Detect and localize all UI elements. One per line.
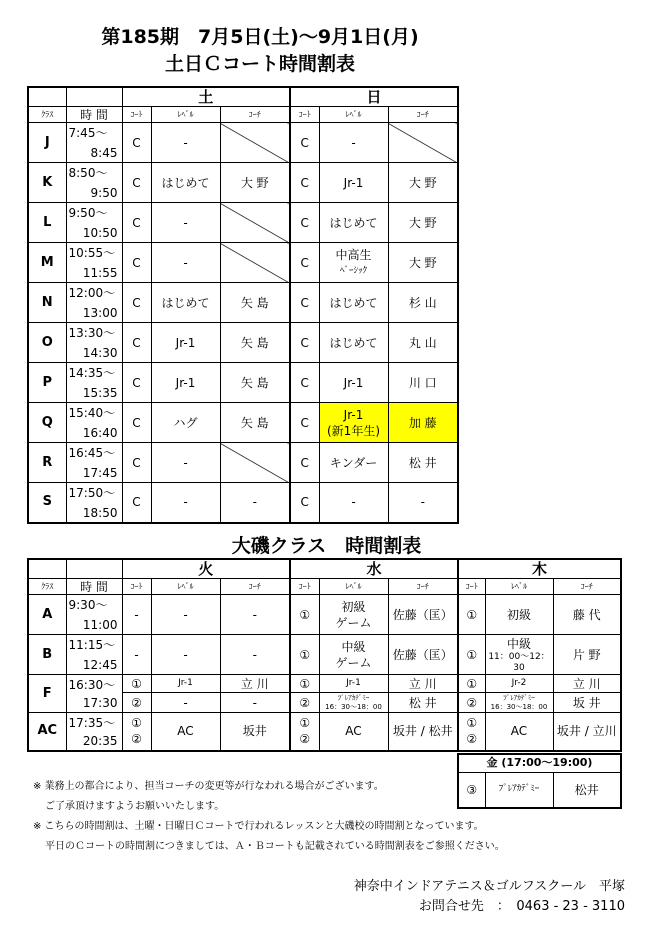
level-cell: ハグ <box>151 403 220 443</box>
note-line: ※ こちらの時間割は、土曜・日曜日Ｃコートで行われるレッスンと大磯校の時間割となっています。 <box>33 821 484 832</box>
header-blank <box>66 87 122 107</box>
level-cell: Jr-2 <box>485 675 553 693</box>
court-cell: ① <box>290 635 319 675</box>
level-cell: ﾌﾟﾚｱｶﾃﾞﾐｰ <box>485 772 553 808</box>
level-cell: - <box>151 483 220 523</box>
level-cell: - <box>151 203 220 243</box>
court-cell: C <box>122 443 151 483</box>
class-letter: AC <box>28 713 66 751</box>
level-cell: はじめて <box>319 323 388 363</box>
time-end: 9:50 <box>90 186 118 200</box>
coach-cell: 矢 島 <box>220 283 290 323</box>
court-cell: C <box>290 483 319 523</box>
time-end: 17:30 <box>82 696 118 710</box>
coach-cell: 立 川 <box>553 675 621 693</box>
level-cell <box>319 403 388 443</box>
level-cell <box>485 635 553 675</box>
level-cell: AC <box>151 713 220 751</box>
court-cell: C <box>122 363 151 403</box>
level-time-note: 16：30～18：00 <box>325 702 382 711</box>
time-end: 11:00 <box>82 618 118 632</box>
header-coach: ｺｰﾁ <box>220 107 290 123</box>
class-letter: R <box>28 443 66 483</box>
time-end: 14:30 <box>82 346 118 360</box>
court-cell: C <box>122 483 151 523</box>
court-cell: ① <box>290 595 319 635</box>
court-cell: C <box>290 403 319 443</box>
coach-cell: - <box>220 595 290 635</box>
note-line: ご了承頂けますようお願いいたします。 <box>45 801 225 812</box>
level-line: ゲーム <box>335 615 372 630</box>
level-cell: Jr-1 <box>319 163 388 203</box>
court-cell: ② <box>290 693 319 713</box>
table-row <box>28 123 458 163</box>
court-cell: ① <box>122 675 151 693</box>
class-letter: K <box>28 163 66 203</box>
time-cell <box>66 635 122 675</box>
level-cell: Jr-1 <box>319 675 388 693</box>
oiso-timetable <box>27 558 622 752</box>
court-line: ② <box>131 732 142 747</box>
class-letter: Q <box>28 403 66 443</box>
coach-cell: 片 野 <box>553 635 621 675</box>
coach-cell: 大 野 <box>220 163 290 203</box>
level-line: (新1年生) <box>327 423 380 438</box>
level-cell: キンダー <box>319 443 388 483</box>
level-cell: 初級 <box>485 595 553 635</box>
time-start: 10:55～ <box>68 246 116 260</box>
level-line: ﾌﾟﾚｱｶﾃﾞﾐｰ <box>503 693 535 702</box>
friday-header: 金 (17:00～19:00) <box>458 754 621 772</box>
header-tuesday: 火 <box>122 559 290 579</box>
time-start: 9:50～ <box>68 206 108 220</box>
table-row <box>28 675 621 693</box>
note-line: ※ 業務上の都合により、担当コーチの変更等が行なわれる場合がございます。 <box>33 781 384 792</box>
level-cell: Jr-1 <box>151 675 220 693</box>
court-cell: C <box>122 243 151 283</box>
court-cell: ① <box>458 675 485 693</box>
court-cell: C <box>290 323 319 363</box>
coach-cell: 佐藤（匡） <box>388 595 458 635</box>
contact-info: お問合せ先 ： 0463 - 23 - 3110 <box>418 899 625 914</box>
level-line: 中高生 <box>335 247 372 262</box>
friday-timetable <box>457 753 622 809</box>
coach-cell: 矢 島 <box>220 403 290 443</box>
coach-cell <box>220 203 290 243</box>
time-end: 17:45 <box>82 466 118 480</box>
time-cell <box>66 323 122 363</box>
time-start: 13:30～ <box>68 326 116 340</box>
time-start: 17:50～ <box>68 486 116 500</box>
c-court-timetable <box>27 86 459 524</box>
header-level: ﾚﾍﾞﾙ <box>319 107 388 123</box>
header-class: ｸﾗｽ <box>28 107 66 123</box>
coach-cell <box>220 443 290 483</box>
class-letter: N <box>28 283 66 323</box>
level-cell <box>319 595 388 635</box>
header-time: 時 間 <box>66 107 122 123</box>
coach-cell: 矢 島 <box>220 363 290 403</box>
header-level: ﾚﾍﾞﾙ <box>485 579 553 595</box>
header-coach: ｺｰﾁ <box>388 579 458 595</box>
level-line: 初級 <box>341 599 366 614</box>
coach-cell: 立 川 <box>388 675 458 693</box>
court-line: ② <box>299 732 311 747</box>
court-cell: C <box>122 203 151 243</box>
level-cell: AC <box>319 713 388 751</box>
level-cell: AC <box>485 713 553 751</box>
court-cell <box>122 713 151 751</box>
school-name: 神奈中インドアテニス＆ゴルフスクール 平塚 <box>353 879 625 894</box>
time-cell <box>66 403 122 443</box>
time-cell <box>66 675 122 713</box>
level-cell: Jr-1 <box>151 363 220 403</box>
level-cell <box>319 243 388 283</box>
level-cell <box>485 693 553 713</box>
coach-cell: 坂 井 <box>553 693 621 713</box>
time-start: 11:15～ <box>68 638 116 652</box>
time-cell <box>66 163 122 203</box>
header-court: ｺｰﾄ <box>290 107 319 123</box>
court-cell: ② <box>122 693 151 713</box>
court-cell: - <box>122 595 151 635</box>
level-cell <box>319 635 388 675</box>
level-cell: Jr-1 <box>319 363 388 403</box>
court-cell: C <box>122 403 151 443</box>
coach-cell: 大 野 <box>388 163 458 203</box>
level-line: 中級 <box>506 636 531 651</box>
time-end: 16:40 <box>82 426 118 440</box>
time-cell <box>66 243 122 283</box>
header-court: ｺｰﾄ <box>458 579 485 595</box>
table-row <box>28 713 621 751</box>
time-start: 16:30～ <box>68 678 116 692</box>
level-line: ﾍﾞｰｼｯｸ <box>339 265 367 276</box>
level-cell: - <box>151 243 220 283</box>
coach-cell: 矢 島 <box>220 323 290 363</box>
coach-cell: - <box>220 483 290 523</box>
court-cell: ① <box>458 635 485 675</box>
table-row <box>28 163 458 203</box>
header-coach: ｺｰﾁ <box>388 107 458 123</box>
coach-cell: 松 井 <box>388 693 458 713</box>
level-cell: はじめて <box>151 163 220 203</box>
court-cell: ③ <box>458 772 485 808</box>
header-court: ｺｰﾄ <box>290 579 319 595</box>
coach-cell <box>220 123 290 163</box>
page-subtitle: 土日Ｃコート時間割表 <box>164 53 355 75</box>
time-cell <box>66 443 122 483</box>
header-blank <box>28 87 66 107</box>
coach-cell: 佐藤（匡） <box>388 635 458 675</box>
court-line: ① <box>466 716 478 731</box>
level-cell: - <box>319 483 388 523</box>
class-letter: J <box>28 123 66 163</box>
time-cell <box>66 283 122 323</box>
coach-cell: 立 川 <box>220 675 290 693</box>
coach-cell: 坂井 / 立川 <box>553 713 621 751</box>
time-end: 18:50 <box>82 505 118 520</box>
court-line: ② <box>466 732 478 747</box>
court-line: ① <box>299 716 311 731</box>
class-letter: M <box>28 243 66 283</box>
court-cell: - <box>122 635 151 675</box>
time-end: 13:00 <box>82 306 118 320</box>
court-cell: C <box>290 123 319 163</box>
level-line: 中級 <box>341 639 366 654</box>
court-line: ① <box>131 716 142 731</box>
time-start: 8:50～ <box>68 166 108 180</box>
court-cell: ① <box>290 675 319 693</box>
level-cell <box>319 693 388 713</box>
court-cell: C <box>290 203 319 243</box>
class-letter: P <box>28 363 66 403</box>
table-row <box>28 595 621 635</box>
coach-cell: 藤 代 <box>553 595 621 635</box>
court-cell: C <box>290 283 319 323</box>
time-start: 16:45～ <box>68 446 116 460</box>
level-cell: - <box>151 443 220 483</box>
header-court: ｺｰﾄ <box>122 107 151 123</box>
table-row <box>28 483 458 523</box>
court-cell: C <box>290 443 319 483</box>
time-end: 11:55 <box>82 266 118 280</box>
class-letter: S <box>28 483 66 523</box>
coach-cell: - <box>220 635 290 675</box>
time-end: 20:35 <box>82 733 118 748</box>
time-cell <box>66 363 122 403</box>
header-coach: ｺｰﾁ <box>553 579 621 595</box>
page-title: 第185期 7月5日(土)～9月1日(月) <box>101 26 419 48</box>
oiso-title: 大磯クラス 時間割表 <box>231 535 422 557</box>
coach-cell: 丸 山 <box>388 323 458 363</box>
coach-cell: - <box>220 693 290 713</box>
level-time-note: 11：00～12：30 <box>488 651 550 673</box>
coach-cell: 大 野 <box>388 203 458 243</box>
time-end: 15:35 <box>82 386 118 400</box>
class-letter: F <box>28 675 66 713</box>
level-cell: - <box>151 595 220 635</box>
coach-cell: 松 井 <box>388 443 458 483</box>
level-line: Jr-1 <box>343 407 364 422</box>
time-cell <box>66 595 122 635</box>
header-level: ﾚﾍﾞﾙ <box>151 107 220 123</box>
level-cell: - <box>151 693 220 713</box>
time-start: 15:40～ <box>68 406 116 420</box>
time-start: 12:00～ <box>68 286 116 300</box>
level-cell: はじめて <box>319 203 388 243</box>
table-row <box>28 443 458 483</box>
header-wednesday: 水 <box>290 559 458 579</box>
court-cell: C <box>122 283 151 323</box>
table-row <box>28 635 621 675</box>
time-start: 17:35～ <box>68 716 116 730</box>
table-row <box>28 243 458 283</box>
class-letter: A <box>28 595 66 635</box>
level-cell: はじめて <box>151 283 220 323</box>
table-row <box>28 283 458 323</box>
header-saturday: 土 <box>122 87 290 107</box>
court-cell: ① <box>458 595 485 635</box>
coach-cell: 加 藤 <box>388 403 458 443</box>
coach-cell: 大 野 <box>388 243 458 283</box>
time-end: 12:45 <box>82 658 118 672</box>
class-letter: L <box>28 203 66 243</box>
coach-cell <box>388 123 458 163</box>
table-row <box>28 323 458 363</box>
time-cell <box>66 713 122 751</box>
header-blank <box>66 559 122 579</box>
time-start: 7:45～ <box>68 126 108 140</box>
level-time-note: 16：30～18：00 <box>490 702 548 711</box>
time-cell <box>66 123 122 163</box>
level-cell: Jr-1 <box>151 323 220 363</box>
header-level: ﾚﾍﾞﾙ <box>319 579 388 595</box>
level-cell: はじめて <box>319 283 388 323</box>
time-start: 14:35～ <box>68 366 116 380</box>
time-cell <box>66 483 122 523</box>
header-class: ｸﾗｽ <box>28 579 66 595</box>
coach-cell: 杉 山 <box>388 283 458 323</box>
level-line: ﾌﾟﾚｱｶﾃﾞﾐｰ <box>337 693 370 702</box>
coach-cell <box>220 243 290 283</box>
coach-cell: 坂井 / 松井 <box>388 713 458 751</box>
level-cell: - <box>319 123 388 163</box>
note-line: 平日のＣコートの時間割につきましては、Ａ・Ｂコートも記載されている時間割表をご参照ください。 <box>45 841 505 852</box>
header-sunday: 日 <box>290 87 458 107</box>
table-row <box>28 203 458 243</box>
table-row <box>28 363 458 403</box>
court-cell: C <box>290 163 319 203</box>
court-cell: ② <box>458 693 485 713</box>
level-cell: - <box>151 635 220 675</box>
time-cell <box>66 203 122 243</box>
time-end: 10:50 <box>82 226 118 240</box>
level-cell: - <box>151 123 220 163</box>
court-cell <box>458 713 485 751</box>
class-letter: O <box>28 323 66 363</box>
level-line: ゲーム <box>335 655 372 670</box>
header-court: ｺｰﾄ <box>122 579 151 595</box>
time-end: 8:45 <box>90 146 118 160</box>
coach-cell: 坂井 <box>220 713 290 751</box>
court-cell <box>290 713 319 751</box>
header-time: 時 間 <box>66 579 122 595</box>
coach-cell: - <box>388 483 458 523</box>
time-start: 9:30～ <box>68 598 108 612</box>
class-letter: B <box>28 635 66 675</box>
header-thursday: 木 <box>458 559 621 579</box>
court-cell: C <box>122 323 151 363</box>
coach-cell: 松井 <box>553 772 621 808</box>
court-cell: C <box>122 163 151 203</box>
header-level: ﾚﾍﾞﾙ <box>151 579 220 595</box>
header-blank <box>28 559 66 579</box>
court-cell: C <box>122 123 151 163</box>
coach-cell: 川 口 <box>388 363 458 403</box>
court-cell: C <box>290 243 319 283</box>
header-coach: ｺｰﾁ <box>220 579 290 595</box>
court-cell: C <box>290 363 319 403</box>
table-row <box>28 403 458 443</box>
